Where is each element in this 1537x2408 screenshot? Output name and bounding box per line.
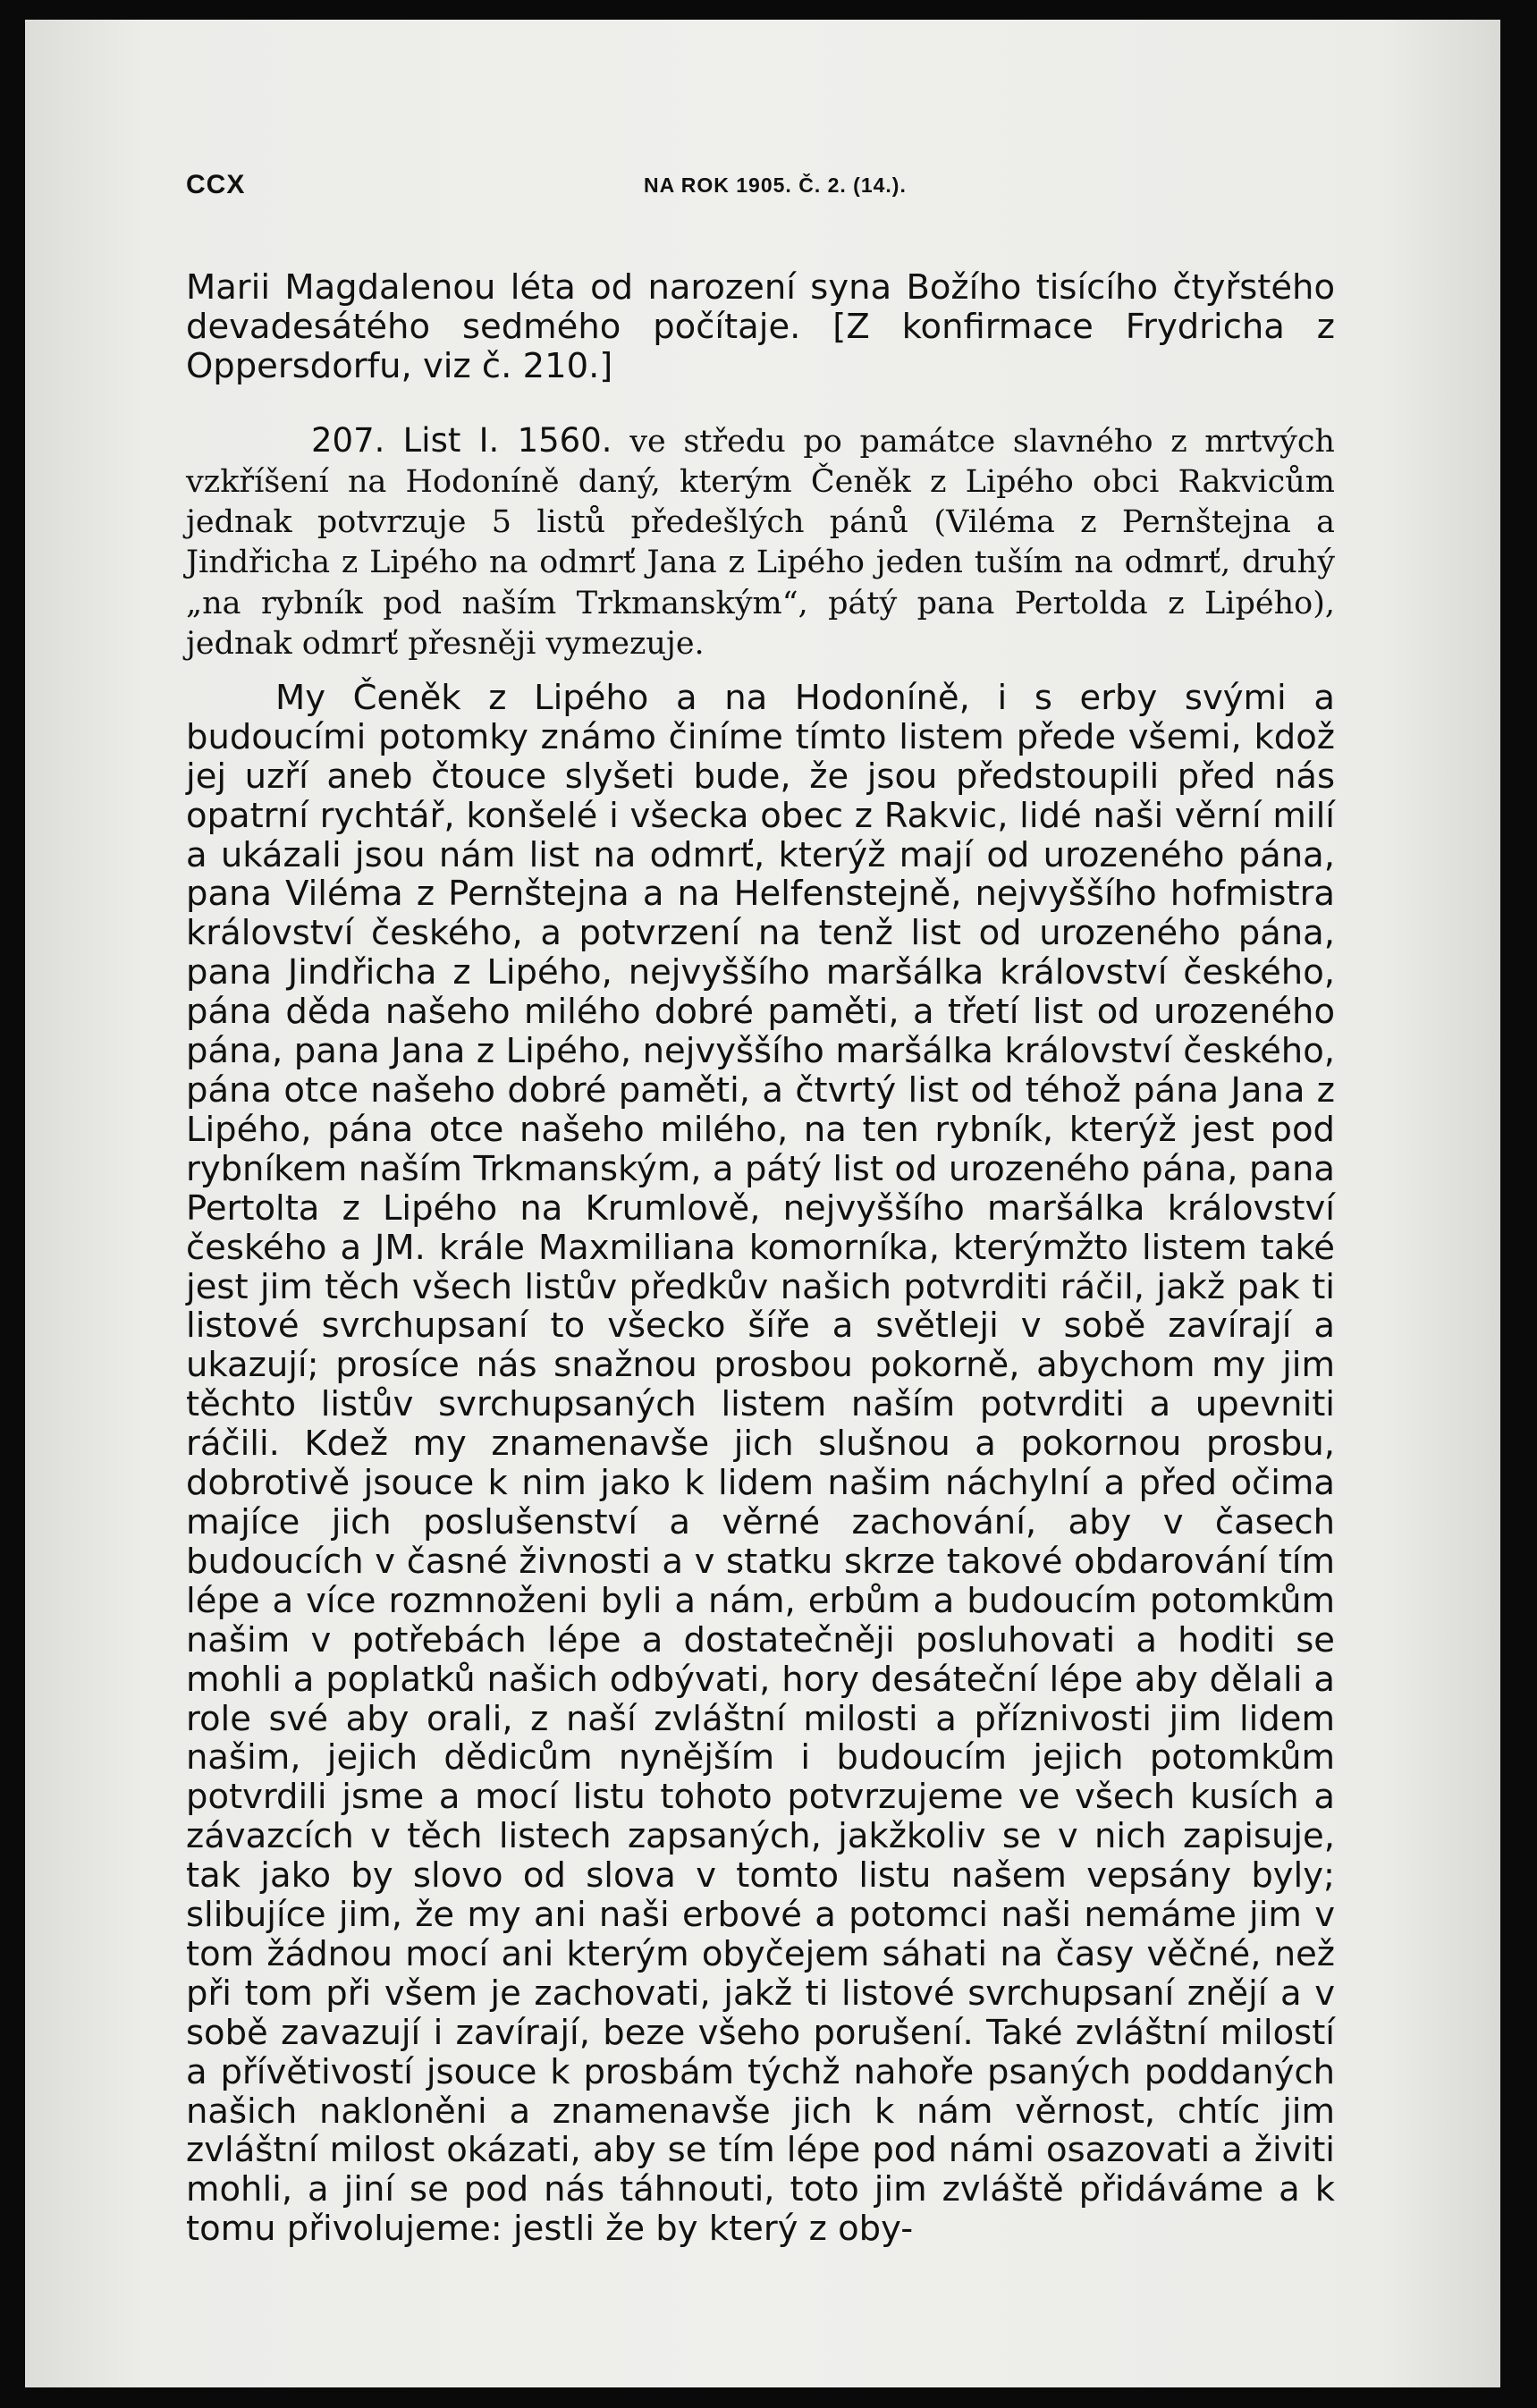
running-head: NA ROK 1905. Č. 2. (14.). bbox=[644, 173, 907, 197]
page-header bbox=[186, 170, 1339, 206]
entry-regest bbox=[186, 420, 1335, 664]
text-block bbox=[186, 268, 1335, 2249]
folio-number: CCX bbox=[186, 170, 246, 199]
entry-number: 207. List I. 1560. bbox=[311, 420, 612, 460]
lead-paragraph: Marii Magdalenou léta od narození syna Božího tisícího čtyřstého devadesátého sedmého počítaje. [Z konfirmace Frydricha z Oppersdorfu, viz č. 210.] bbox=[186, 267, 1335, 386]
regest-text: ve středu po památce slavného z mrtvých vzkříšení na Hodoníně daný, kterým Čeněk z Lipého obci Rakvicům jednak potvrzuje 5 listů předešlých pánů (Viléma z Pernštejna a Jindřicha z Lipého na odmrť Jana z Lipého jeden tuším na odmrť, druhý „na rybník pod naším Trkmanským“, pátý pana Pertolda z Lipého), jednak odmrť přesněji vymezuje. bbox=[186, 423, 1335, 662]
document-page bbox=[25, 20, 1500, 2387]
body-paragraph: My Čeněk z Lipého a na Hodoníně, i s erby svými a budoucími potomky známo činíme tímto listem přede všemi, kdož jej uzří aneb čtouce slyšeti bude, že jsou předstoupili před nás opatrní rychtář, konšelé i všecka obec z Rakvic, lidé naši věrní milí a ukázali jsou nám list na odmrť, kterýž mají od urozeného pána, pana Viléma z Pernštejna a na Helfenstejně, nejvyššího hofmistra království českého, a potvrzení na tenž list od urozeného pána, pana Jindřicha z Lipého, nejvyššího maršálka království českého, pána děda našeho milého dobré paměti, a třetí list od urozeného pána, pana Jana z Lipého, nejvyššího maršálka království českého, pána otce našeho dobré paměti, a čtvrtý list od téhož pána Jana z Lipého, pána otce našeho milého, na ten rybník, kterýž jest pod rybníkem naším Trkmanským, a pátý list od urozeného pána, pana Pertolta z Lipého na Krumlově, nejvyššího maršálka království českého a JM. krále Maxmiliana komorníka, kterýmžto listem také jest jim těch všech listův předkův našich potvrditi ráčil, jakž pak ti listové svrchupsaní to všecko šíře a světleji v sobě zavírají a ukazují; prosíce nás snažnou prosbou pokorně, abychom my jim těchto listův svrchupsaných listem naším potvrditi a upevniti ráčili. Kdež my znamenavše jich slušnou a pokornou prosbu, dobrotivě jsouce k nim jako k lidem našim náchylní a před očima majíce jich poslušenství a věrné zachování, aby v časech budoucích v časné živnosti a v statku skrze takové obdarování tím lépe a více rozmnoženi byli a nám, erbům a budoucím potomkům našim v potřebách lépe a dostatečněji posluhovati a hoditi se mohli a poplatků našich odbývati, hory desáteční lépe aby dělali a role své aby orali, z naší zvláštní milosti a příznivosti jim lidem našim, jejich dědicům nynějším i budoucím jejich potomkům potvrdili jsme a mocí listu tohoto potvrzujeme ve všech kusích a závazcích v těch listech zapsaných, jakžkoliv se v nich zapisuje, tak jako by slovo od slova v tomto listu našem vepsány byly; slibujíce jim, že my ani naši erbové a potomci naši nemáme jim v tom žádnou mocí ani kterým obyčejem sáhati na časy věčné, než při tom při všem je zachovati, jakž ti listové svrchupsaní znějí a v sobě zavazují i zavírají, beze všeho porušení. Také zvláštní milostí a přívětivostí jsouce k prosbám týchž nahoře psaných poddaných našich nakloněni a znamenavše jich k nám věrnost, chtíc jim zvláštní milost okázati, aby se tím lépe pod námi osazovati a živiti mohli, a jiní se pod nás táhnouti, toto jim zvláště přidáváme a k tomu přivolujeme: jestli že by který z oby- bbox=[186, 677, 1335, 2250]
